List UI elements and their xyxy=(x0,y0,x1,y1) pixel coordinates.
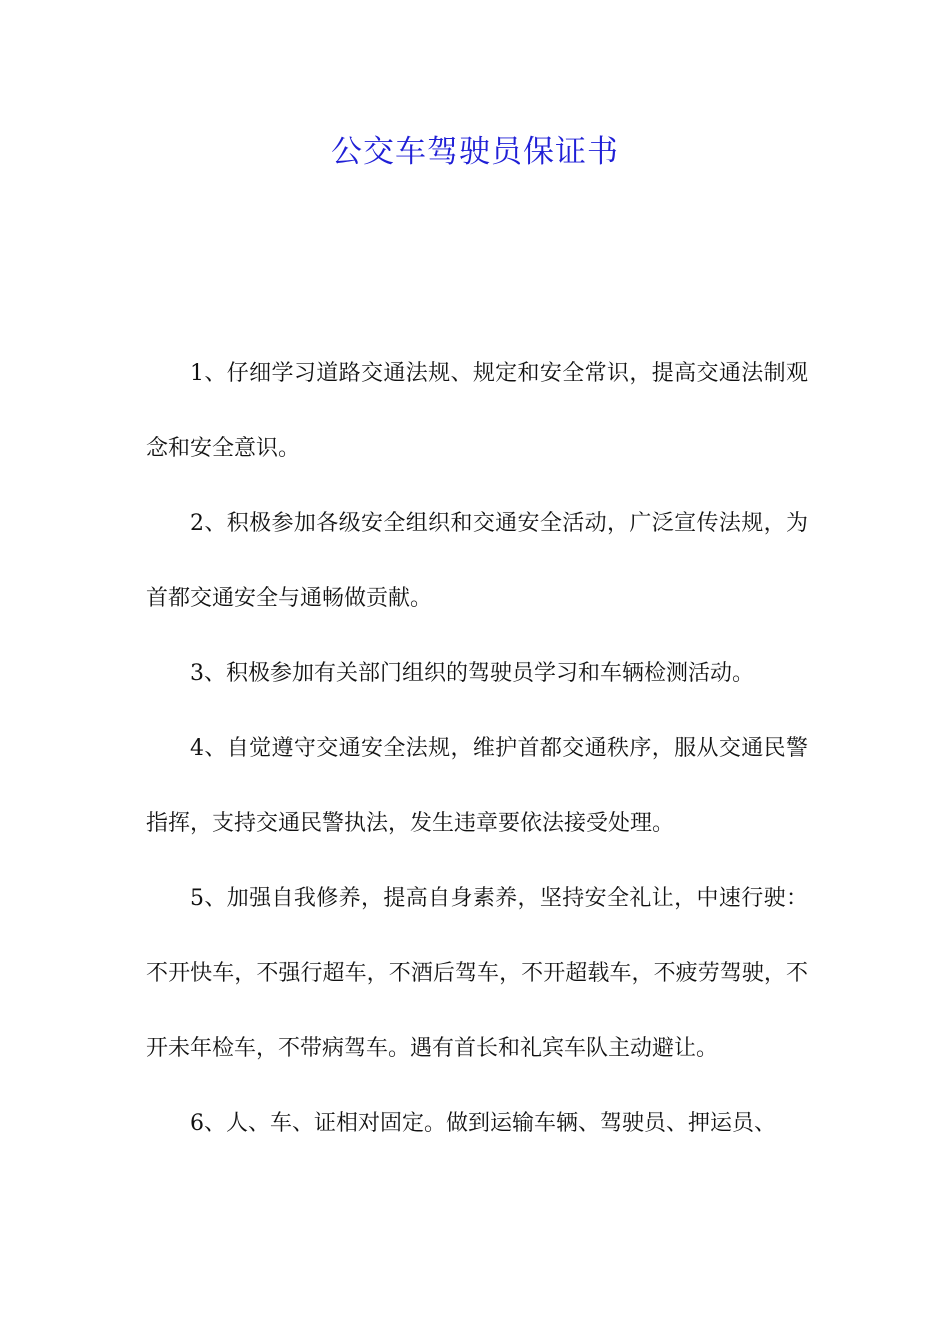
document-title: 公交车驾驶员保证书 xyxy=(331,134,619,170)
paragraph-1: 1、仔细学习道路交通法规、规定和安全常识，提高交通法制观念和安全意识。 xyxy=(146,361,808,461)
paragraph-4: 4、自觉遵守交通安全法规，维护首都交通秩序，服从交通民警指挥，支持交通民警执法，发生违章要依法接受处理。 xyxy=(146,736,808,836)
paragraph-5: 5、加强自我修养，提高自身素养，坚持安全礼让，中速行驶：不开快车，不强行超车，不酒后驾车，不开超载车，不疲劳驾驶，不开未年检车，不带病驾车。遇有首长和礼宾车队主动避让。 xyxy=(146,886,808,1061)
paragraph-6: 6、人、车、证相对固定。做到运输车辆、驾驶员、押运员、 xyxy=(190,1111,776,1136)
document-body xyxy=(146,336,808,1161)
paragraph-3: 3、积极参加有关部门组织的驾驶员学习和车辆检测活动。 xyxy=(190,661,754,686)
paragraph-2: 2、积极参加各级安全组织和交通安全活动，广泛宣传法规，为首都交通安全与通畅做贡献。 xyxy=(146,511,808,611)
